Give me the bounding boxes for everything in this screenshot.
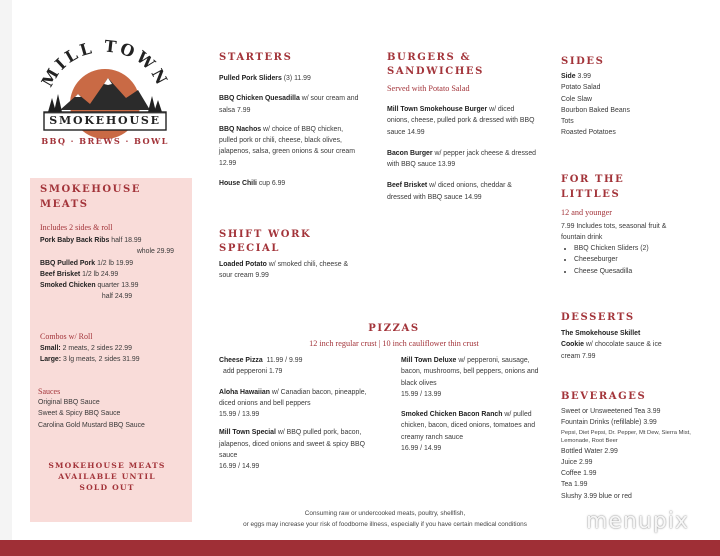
logo-tagline: BBQ · BREWS · BOWL <box>41 136 169 146</box>
pizza-item: Aloha Hawaiian w/ Canadian bacon, pineapple, diced onions and bell peppers <box>219 388 367 407</box>
combo-item: Large: 3 lg meats, 2 sides 31.99 <box>40 356 140 364</box>
pizza-extra: 16.99 / 14.99 <box>401 445 442 453</box>
pizza-extra: 15.99 / 13.99 <box>401 390 442 398</box>
burgers-subtitle: Served with Potato Salad <box>387 84 470 93</box>
sides-title: SIDES <box>561 56 605 67</box>
beverage-item: Coffee 1.99 <box>561 470 597 478</box>
pizzas-subtitle: 12 inch regular crust | 10 inch cauliflower thin crust <box>309 339 479 348</box>
logo-name: SMOKEHOUSE <box>49 114 161 127</box>
littles-item: • BBQ Chicken Sliders (2) <box>574 243 701 254</box>
sauces-list <box>38 397 188 431</box>
watermark-logo: menupix <box>586 509 689 534</box>
littles-item: • Cheeseburger <box>574 254 701 265</box>
beverage-item: Tea 1.99 <box>561 481 588 489</box>
starters-list <box>219 73 359 189</box>
sides-list <box>561 71 701 139</box>
burger-item: Bacon Burger w/ pepper jack cheese & dressed with BBQ sauce 13.99 <box>387 149 537 169</box>
littles-item: • Cheese Quesadilla <box>574 266 701 277</box>
shift-work-title: SHIFT WORK SPECIAL <box>219 229 312 254</box>
sold-out-note: SMOKEHOUSE MEATS AVAILABLE UNTIL SOLD OUT <box>48 461 166 492</box>
meat-item: half 24.99 <box>101 293 133 301</box>
side-price: Side 3.99 <box>561 73 591 80</box>
beverage-item: Bottled Water 2.99 <box>561 447 618 455</box>
beverage-note: Pepsi, Diet Pepsi, Dr. Pepper, Mt Dew, Sierra Mist, Lemonade, Root Beer <box>561 429 691 445</box>
pizzas-right-list <box>401 355 539 454</box>
side-item: Roasted Potatoes <box>561 129 616 137</box>
sauce-item: Sweet & Spicy BBQ Sauce <box>38 410 121 418</box>
meats-list <box>40 235 174 303</box>
dessert-item: The Smokehouse Skillet Cookie w/ chocolate sauce & ice cream 7.99 <box>561 330 662 360</box>
smokehouse-meats-title: SMOKEHOUSE MEATS <box>40 184 142 210</box>
logo <box>38 38 172 150</box>
logo-top-text: MILL TOWN <box>38 38 172 91</box>
burgers-list <box>387 104 537 203</box>
beverage-item: Slushy 3.99 blue or red <box>561 492 632 500</box>
littles-list <box>561 243 701 277</box>
beverage-item: Fountain Drinks (refillable) 3.99 <box>561 419 657 427</box>
starter-item: House Chili cup 6.99 <box>219 180 286 188</box>
sauce-item: Carolina Gold Mustard BBQ Sauce <box>38 421 145 429</box>
footer-line: or eggs may increase your risk of foodborne illness, especially if you have certain medical conditions <box>243 520 527 528</box>
beverages-list <box>561 406 701 502</box>
combo-item: Small: 2 meats, 2 sides 22.99 <box>40 345 132 352</box>
meat-item: Beef Brisket 1/2 lb 24.99 <box>40 270 119 278</box>
side-item: Bourbon Baked Beans <box>561 106 630 114</box>
starters-title: STARTERS <box>219 52 293 63</box>
pizzas-left-list <box>219 355 377 473</box>
starter-item: BBQ Chicken Quesadilla w/ sour cream and salsa 7.99 <box>219 95 359 114</box>
side-item: Potato Salad <box>561 84 601 92</box>
pizza-extra: 15.99 / 13.99 <box>219 411 260 419</box>
pizza-extra: 16.99 / 14.99 <box>219 463 260 471</box>
pizza-item: Mill Town Special w/ BBQ pulled pork, bacon, jalapenos, diced onions and sweet & spicy BBQ sauce <box>219 429 365 460</box>
burger-item: Beef Brisket w/ diced onions, cheddar & dressed with BBQ sauce 14.99 <box>387 182 512 201</box>
combos-list <box>40 343 180 366</box>
burgers-title: BURGERS & SANDWICHES <box>387 52 484 77</box>
shift-work-item: Loaded Potato w/ smoked chili, cheese & sour cream 9.99 <box>219 261 349 280</box>
footer-disclaimer <box>200 509 570 530</box>
beverage-item: Juice 2.99 <box>561 458 593 466</box>
sauce-item: Original BBQ Sauce <box>38 399 100 406</box>
smokehouse-meats-subtitle: Includes 2 sides & roll <box>40 223 113 232</box>
littles-desc: 7.99 Includes tots, seasonal fruit & fountain drink <box>561 223 667 242</box>
littles-title: FOR THE LITTLES <box>561 174 625 200</box>
page-margin <box>0 0 12 540</box>
beverages-title: BEVERAGES <box>561 391 647 402</box>
starter-item: BBQ Nachos w/ choice of BBQ chicken, pulled pork or chili, cheese, black olives, jalapenos, salsa, green onions & sour cream 12.99 <box>219 125 355 167</box>
pizza-item: Cheese Pizza 11.99 / 9.99 <box>219 357 303 364</box>
bottom-bar <box>0 540 720 556</box>
sauces-title: Sauces <box>38 387 61 396</box>
starter-item: Pulled Pork Sliders (3) 11.99 <box>219 75 311 82</box>
meat-item: Pork Baby Back Ribs half 18.99 <box>40 237 142 244</box>
pizzas-title: PIZZAS <box>368 323 420 334</box>
littles-subtitle: 12 and younger <box>561 208 612 217</box>
footer-line: Consuming raw or undercooked meats, poultry, shellfish, <box>304 510 466 517</box>
side-item: Tots <box>561 118 574 126</box>
meat-item: whole 29.99 <box>136 248 174 256</box>
logo-mountains-icon <box>38 38 172 150</box>
pizza-item: Mill Town Deluxe w/ pepperoni, sausage, bacon, mushrooms, bell peppers, onions and black olives <box>401 357 539 387</box>
meat-item: BBQ Pulled Pork 1/2 lb 19.99 <box>40 259 134 267</box>
beverage-item: Sweet or Unsweetened Tea 3.99 <box>561 408 661 415</box>
pizza-item: Smoked Chicken Bacon Ranch w/ pulled chicken, bacon, diced onions, tomatoes and creamy ranch sauce <box>401 411 536 441</box>
burger-item: Mill Town Smokehouse Burger w/ diced onions, cheese, pulled pork & dressed with BBQ sauce 14.99 <box>387 106 535 136</box>
side-item: Cole Slaw <box>561 95 593 103</box>
meat-item: Smoked Chicken quarter 13.99 <box>40 282 139 290</box>
combos-title: Combos w/ Roll <box>40 332 93 341</box>
pizza-extra: add pepperoni 1.79 <box>223 368 283 376</box>
desserts-title: DESSERTS <box>561 312 635 323</box>
